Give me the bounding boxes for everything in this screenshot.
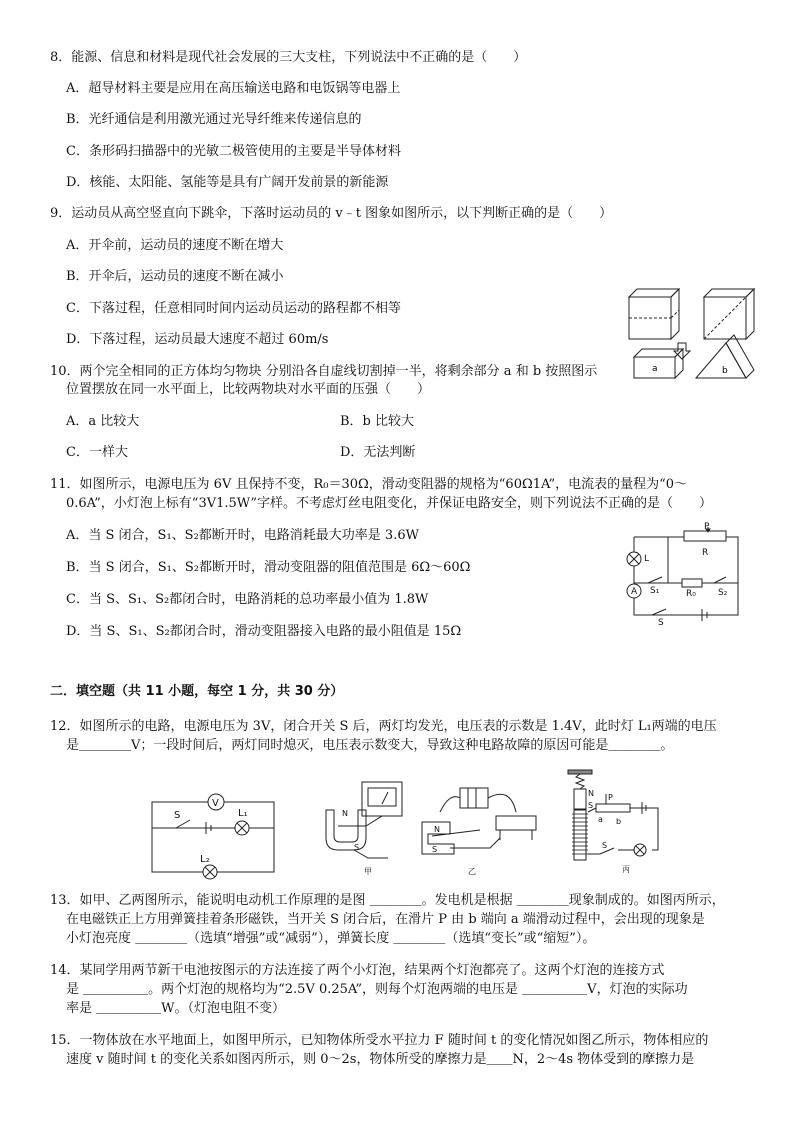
cube-right-cut-line xyxy=(704,297,746,339)
figure-jia xyxy=(318,778,414,878)
q12-line1: 12．如图所示的电路，电源电压为 3V，闭合开关 S 后，两灯均发光，电压表的示数是 1.4V，此时灯 L₁两端的电压 xyxy=(50,719,717,734)
q10-option-a: A．a 比较大 xyxy=(66,414,140,429)
q12-circuit-figure xyxy=(150,790,276,875)
q14-line2: 是 ＿＿＿＿＿。两个灯泡的规格均为“2.5V 0.25A”，则每个灯泡两端的电压是 ＿＿＿＿＿V，灯泡的实际功 xyxy=(66,982,688,997)
spring-icon xyxy=(576,774,584,789)
q11-circuit-figure xyxy=(622,522,744,628)
q10-option-b: B．b 比较大 xyxy=(340,414,415,429)
label-a: A xyxy=(631,587,638,597)
label-s1: S₁ xyxy=(650,586,660,596)
q11-option-d: D．当 S、S₁、S₂都闭合时，滑动变阻器接入电路的最小阻值是 15Ω xyxy=(66,624,462,639)
bar-magnet xyxy=(574,789,586,809)
q15-line1: 15．一物体放在水平地面上，如图甲所示，已知物体所受水平拉力 F 随时间 t 的变化情况如图乙所示，物体相应的 xyxy=(50,1033,709,1048)
prism-b-front xyxy=(696,343,746,378)
q9-option-b: B．开伞后，运动员的速度不断在减小 xyxy=(66,269,284,284)
q13-line2: 在电磁铁正上方用弹簧挂着条形磁铁，当开关 S 闭合后，在滑片 P 由 b 端向 a 端滑动过程中，会出现的现象是 xyxy=(66,912,705,927)
bing-label-b: b xyxy=(616,817,622,826)
q8-option-b: B．光纤通信是利用激光通过光导纤维来传递信息的 xyxy=(66,112,362,127)
figure-jia-caption: 甲 xyxy=(364,867,372,876)
battery-pack-icon xyxy=(460,788,488,808)
jia-label-n: N xyxy=(342,809,348,818)
prism-b-side xyxy=(726,335,754,378)
block-a-label: a xyxy=(652,364,658,374)
bing-label-p: P xyxy=(608,793,613,802)
q9-stem: 9．运动员从高空竖直向下跳伞，下落时运动员的 v﹣t 图象如图所示，以下判断正确的是（ ） xyxy=(50,206,613,221)
q8-stem: 8．能源、信息和材料是现代社会发展的三大支柱，下列说法中不正确的是（ ） xyxy=(50,50,527,65)
figure-yi xyxy=(420,782,540,878)
switch-s1-icon xyxy=(648,577,662,583)
cube-right-side-face xyxy=(746,289,754,339)
prism-b-label: b xyxy=(722,366,728,376)
q14-line3: 率是 ＿＿＿＿＿W。（灯泡电阻不变） xyxy=(66,1001,285,1016)
q14-line1: 14．某同学用两节新干电池按图示的方法连接了两个小灯泡，结果两个灯泡都亮了。这两个灯泡的连接方式 xyxy=(50,963,665,978)
rheostat xyxy=(596,804,630,812)
label-l1: L₁ xyxy=(238,808,248,819)
q10-option-c: C．一样大 xyxy=(66,445,128,460)
resistor-r0 xyxy=(682,579,702,587)
bing-label-switch-s: S xyxy=(602,841,608,850)
q8-option-d: D．核能、太阳能、氢能等是具有广阔开发前景的新能源 xyxy=(66,175,389,190)
q12-outer-wire xyxy=(152,802,274,872)
q15-line2: 速度 v 随时间 t 的变化关系如图丙所示，则 0～2s，物体所受的摩擦力是＿＿N，2～4s 物体受到的摩擦力是 xyxy=(66,1052,695,1067)
q10-stem-line2: 位置摆放在同一水平面上，比较两物块对水平面的压强（ ） xyxy=(66,382,431,397)
label-s: S xyxy=(174,810,181,821)
figure-bing xyxy=(560,768,670,878)
q8-option-c: C．条形码扫描器中的光敏二极管使用的主要是半导体材料 xyxy=(66,144,401,159)
switch-s-icon xyxy=(176,820,190,828)
q11-option-c: C．当 S、S₁、S₂都闭合时，电路消耗的总功率最小值为 1.8W xyxy=(66,592,429,607)
rail-base xyxy=(496,816,536,830)
label-v: V xyxy=(212,798,219,809)
yi-label-n: N xyxy=(434,825,440,834)
circuit-outer-wire xyxy=(634,537,738,615)
down-arrow-icon xyxy=(674,343,690,359)
q8-option-a: A．超导材料主要是应用在高压输送电路和电饭锅等电器上 xyxy=(66,81,401,96)
ceiling-bracket xyxy=(568,770,592,774)
q13-line3: 小灯泡亮度 ＿＿＿＿（选填“增强”或“减弱”），弹簧长度 ＿＿＿＿（选填“变长”或“缩短”）。 xyxy=(66,931,596,946)
bing-label-a: a xyxy=(598,815,603,824)
q11-stem-line2: 0.6A”，小灯泡上标有“3V1.5W”字样。不考虑灯丝电阻变化，并保证电路安全，则下列说法不正确的是（ ） xyxy=(66,496,713,511)
bing-label-n: N xyxy=(588,789,594,798)
right-wire xyxy=(630,808,658,850)
label-l2: L₂ xyxy=(200,854,210,865)
label-s2: S₂ xyxy=(718,588,728,598)
label-r0: R₀ xyxy=(686,589,696,599)
figure-yi-caption: 乙 xyxy=(468,867,476,876)
label-r: R xyxy=(702,548,709,558)
q11-option-a: A．当 S 闭合，S₁、S₂都断开时，电路消耗最大功率是 3.6W xyxy=(66,528,419,543)
label-s: S xyxy=(658,618,664,628)
electromagnet-coil xyxy=(574,810,586,860)
label-p: P xyxy=(704,522,710,532)
switch-s2-icon xyxy=(714,577,726,583)
q11-stem-line1: 11．如图所示，电源电压为 6V 且保持不变，R₀＝30Ω，滑动变阻器的规格为“60Ω1A”，电流表的量程为“0～ xyxy=(50,477,688,492)
cube-figure xyxy=(626,283,756,383)
q10-option-d: D．无法判断 xyxy=(340,445,416,460)
bing-label-s: S xyxy=(588,801,594,810)
q9-option-d: D．下落过程，运动员最大速度不超过 60m/s xyxy=(66,332,329,347)
lead-wire xyxy=(354,850,388,858)
q10-stem-line1: 10．两个完全相同的正方体均匀物块 分别沿各自虚线切割掉一半，将剩余部分 a 和 b 按照图示 xyxy=(50,364,598,379)
q9-option-a: A．开伞前，运动员的速度不断在增大 xyxy=(66,238,284,253)
q12-line2: 是＿＿＿＿V；一段时间后，两灯同时熄灭，电压表示数变大，导致这种电路故障的原因可能是＿＿＿＿。 xyxy=(66,738,674,753)
label-l: L xyxy=(644,554,650,564)
q13-line1: 13．如甲、乙两图所示，能说明电动机工作原理的是图 ＿＿＿＿。发电机是根据 ＿＿＿＿现象制成的。如图丙所示， xyxy=(50,893,725,908)
q11-option-b: B．当 S 闭合，S₁、S₂都断开时，滑动变阻器的阻值范围是 6Ω～60Ω xyxy=(66,560,471,575)
rheostat-r xyxy=(684,531,726,541)
switch-s-icon xyxy=(652,609,666,615)
figure-bing-caption: 丙 xyxy=(622,865,630,874)
q9-option-c: C．下落过程，任意相同时间内运动员运动的路程都不相等 xyxy=(66,301,401,316)
section-2-title: 二．填空题（共 11 小题，每空 1 分，共 30 分） xyxy=(50,684,344,699)
jia-label-s: S xyxy=(354,843,360,852)
yi-label-s: S xyxy=(432,845,438,854)
